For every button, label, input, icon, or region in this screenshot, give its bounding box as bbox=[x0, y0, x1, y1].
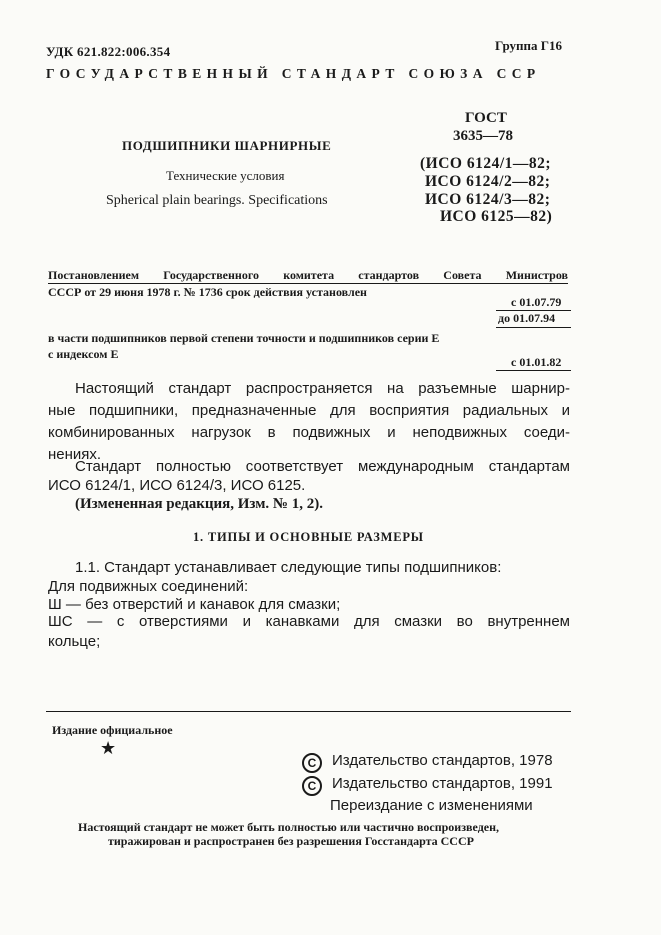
iso-ref-1: (ИСО 6124/1—82; bbox=[420, 155, 552, 172]
date-to: до 01.07.94 bbox=[498, 311, 556, 325]
copyright-text-1: Издательство стандартов, 1978 bbox=[332, 752, 553, 769]
resolution-line-2: СССР от 29 июня 1978 г. № 1736 срок действия установлен bbox=[48, 285, 367, 299]
footer-divider bbox=[46, 711, 571, 712]
copyright-icon: С bbox=[302, 753, 322, 773]
iso-ref-2: ИСО 6124/2—82; bbox=[425, 173, 551, 190]
copyright-icon: С bbox=[302, 776, 322, 796]
section-line-2: Для подвижных соединений: bbox=[48, 578, 249, 595]
gost-number: 3635—78 bbox=[453, 128, 513, 144]
document-subtitle: Технические условия bbox=[166, 168, 285, 183]
section-line-4: ШС — с отверстиями и канавками для смазки во внутреннем bbox=[48, 613, 570, 630]
iso-ref-3: ИСО 6124/3—82; bbox=[425, 191, 551, 208]
resolution-line-3: в части подшипников первой степени точности и подшипников серии Е bbox=[48, 331, 440, 345]
intro-p1-line-4: нениях. bbox=[48, 446, 102, 463]
date-from-2: с 01.01.82 bbox=[511, 355, 562, 369]
date-from: с 01.07.79 bbox=[511, 295, 562, 309]
section-line-1: 1.1. Стандарт устанавливает следующие типы подшипников: bbox=[75, 559, 502, 576]
intro-p1-line-3: комбинированных нагрузок в подвижных и неподвижных соеди- bbox=[48, 424, 570, 441]
copyright-text-2: Издательство стандартов, 1991 bbox=[332, 775, 553, 792]
document-title: ПОДШИПНИКИ ШАРНИРНЫЕ bbox=[122, 138, 332, 153]
date-divider bbox=[496, 370, 571, 371]
copyright-line-1 bbox=[302, 752, 553, 773]
udk-code: УДК 621.822:006.354 bbox=[46, 44, 171, 59]
section-line-5: кольце; bbox=[48, 633, 101, 650]
intro-p2-line-2: ИСО 6124/1, ИСО 6124/3, ИСО 6125. bbox=[48, 477, 306, 494]
star-icon: ★ bbox=[100, 738, 117, 758]
official-edition: Издание официальное bbox=[52, 723, 173, 737]
iso-ref-4: ИСО 6125—82) bbox=[440, 208, 553, 225]
date-divider bbox=[496, 327, 571, 328]
reprint-note: Переиздание с изменениями bbox=[330, 797, 533, 814]
gost-label: ГОСТ bbox=[465, 110, 507, 126]
section-heading: 1. ТИПЫ И ОСНОВНЫЕ РАЗМЕРЫ bbox=[193, 530, 424, 544]
copyright-line-2 bbox=[302, 775, 553, 796]
intro-p1-line-2: ные подшипники, предназначенные для восприятия радиальных и bbox=[48, 402, 570, 419]
section-line-3: Ш — без отверстий и канавок для смазки; bbox=[48, 596, 341, 613]
notice-line-2: тиражирован и распространен без разрешения Госстандарта СССР bbox=[108, 834, 474, 848]
intro-p2-line-1: Стандарт полностью соответствует международным стандартам bbox=[75, 458, 570, 475]
revision-note: (Измененная редакция, Изм. № 1, 2). bbox=[75, 496, 324, 512]
english-title: Spherical plain bearings. Specifications bbox=[106, 193, 328, 208]
state-standard-header: ГОСУДАРСТВЕННЫЙ СТАНДАРТ СОЮЗА ССР bbox=[46, 66, 541, 81]
intro-p1-line-1: Настоящий стандарт распространяется на разъемные шарнир- bbox=[75, 380, 570, 397]
group-code: Группа Г16 bbox=[495, 38, 563, 53]
resolution-line-1: Постановлением Государственного комитета стандартов Совета Министров bbox=[48, 268, 568, 282]
notice-line-1: Настоящий стандарт не может быть полностью или частично воспроизведен, bbox=[78, 820, 500, 834]
resolution-line-4: с индексом Е bbox=[48, 347, 119, 361]
